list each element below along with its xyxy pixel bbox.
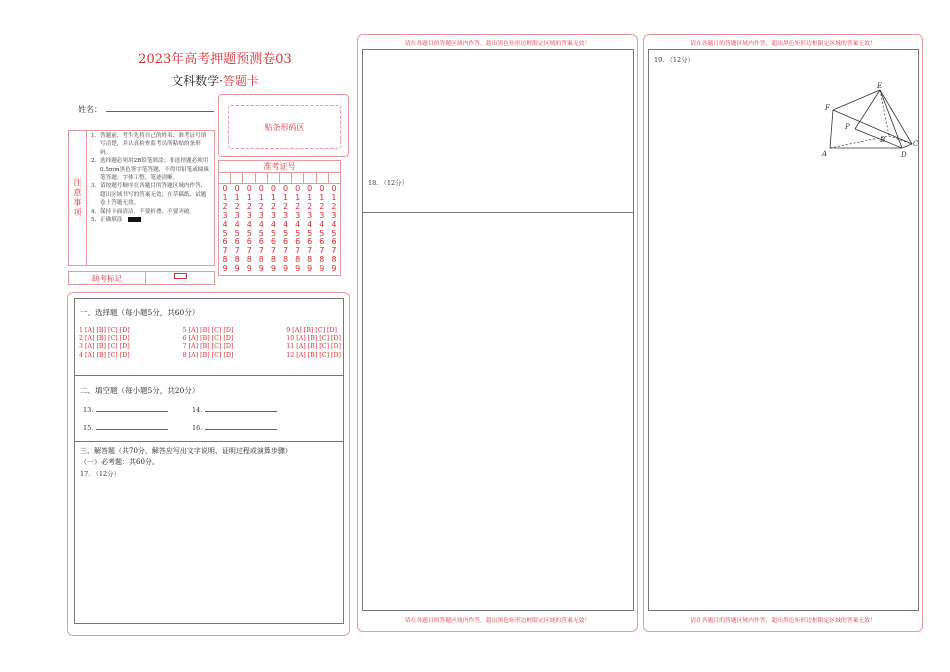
notice-num: 2. bbox=[91, 158, 97, 165]
label-E: E bbox=[877, 82, 883, 90]
ticket-digit-column bbox=[267, 185, 279, 274]
notice-box bbox=[68, 130, 215, 266]
ticket-digit-bubble[interactable]: 3 bbox=[307, 210, 313, 220]
notice-item bbox=[91, 157, 211, 182]
ticket-digit-bubble[interactable]: 1 bbox=[246, 192, 252, 202]
label-C: C bbox=[913, 140, 919, 148]
section2-heading: 二、填空题（每小题5分，共20分） bbox=[80, 386, 200, 395]
ticket-digit-bubble[interactable]: 5 bbox=[295, 228, 301, 238]
label-F: F bbox=[825, 104, 830, 112]
ticket-digit-bubble[interactable]: 2 bbox=[331, 201, 337, 211]
ticket-digit-bubble[interactable]: 3 bbox=[319, 210, 325, 220]
ticket-write-cell[interactable] bbox=[219, 173, 231, 183]
q13-label: 13. bbox=[83, 406, 94, 414]
label-A: A bbox=[822, 150, 828, 158]
ticket-digit-bubble[interactable]: 0 bbox=[258, 184, 264, 193]
ticket-digit-bubble[interactable]: 2 bbox=[295, 201, 301, 211]
fill-q16 bbox=[192, 424, 277, 432]
ticket-digit-bubble[interactable]: 4 bbox=[331, 219, 337, 229]
choice-row[interactable]: 9 [A] [B] [C] [D] bbox=[286, 327, 337, 334]
ticket-digit-bubble[interactable]: 2 bbox=[258, 201, 264, 211]
ticket-write-cell[interactable] bbox=[231, 173, 243, 183]
answer-area-middle[interactable] bbox=[362, 49, 634, 611]
q14-answer-line[interactable] bbox=[205, 406, 277, 412]
ticket-digit-bubble[interactable]: 2 bbox=[307, 201, 313, 211]
ticket-digit-bubble[interactable]: 9 bbox=[270, 264, 276, 274]
q16-answer-line[interactable] bbox=[205, 424, 277, 430]
ticket-digit-column bbox=[243, 185, 255, 274]
choice-column bbox=[286, 327, 341, 360]
ticket-digit-bubble[interactable]: 8 bbox=[234, 255, 240, 265]
ticket-digit-column bbox=[304, 185, 316, 274]
label-P: P bbox=[845, 123, 850, 131]
notice-list bbox=[91, 132, 211, 224]
ticket-digit-bubble[interactable]: 6 bbox=[282, 237, 289, 247]
notice-item bbox=[91, 208, 211, 216]
ticket-write-cell[interactable] bbox=[280, 173, 292, 183]
q19-label: 19. （12分） bbox=[654, 56, 695, 64]
notice-num: 4. bbox=[91, 208, 97, 215]
q14-label: 14. bbox=[192, 406, 203, 414]
ticket-digit-column bbox=[279, 185, 291, 274]
ticket-digit-bubble[interactable]: 3 bbox=[222, 210, 228, 220]
subtitle-sub: 答题卡 bbox=[222, 74, 259, 88]
ticket-digit-bubble[interactable]: 5 bbox=[222, 228, 228, 238]
notice-text: 请按题号顺序在各题目的答题区域内作答，超出区域书写的答案无效；在草稿纸、试题卷上答题无效。 bbox=[100, 183, 207, 207]
filled-sample-mark bbox=[128, 217, 141, 222]
ticket-digit-bubble[interactable]: 2 bbox=[270, 201, 276, 211]
ticket-digit-bubble[interactable]: 5 bbox=[307, 228, 313, 238]
ticket-digit-bubble[interactable]: 7 bbox=[307, 246, 313, 256]
ticket-digit-bubble[interactable]: 8 bbox=[307, 255, 313, 265]
hidden-edge-BC bbox=[889, 136, 912, 144]
notice-text: 正确填涂 bbox=[100, 217, 123, 224]
ticket-digit-bubble[interactable]: 2 bbox=[222, 201, 228, 211]
ticket-digit-bubble[interactable]: 7 bbox=[282, 246, 289, 256]
ticket-digit-bubble[interactable]: 4 bbox=[282, 219, 289, 229]
ticket-digit-bubble[interactable]: 4 bbox=[258, 219, 264, 229]
ticket-digit-bubble[interactable]: 3 bbox=[234, 210, 240, 220]
ticket-digit-bubble[interactable]: 6 bbox=[295, 237, 301, 247]
choice-row[interactable]: 10 [A] [B] [C] [D] bbox=[286, 335, 341, 343]
ticket-digit-column bbox=[231, 185, 243, 274]
ticket-digit-bubble[interactable]: 8 bbox=[295, 255, 301, 265]
notice-num: 3. bbox=[91, 183, 97, 190]
ticket-digit-bubble[interactable]: 5 bbox=[319, 228, 325, 238]
q17-label: 17. （12分） bbox=[80, 470, 121, 478]
notice-num: 5. bbox=[91, 217, 97, 224]
warning-top: 请在各题目的答题区域内作答，超出黑色矩形边框限定区域的答案无效！ bbox=[690, 41, 876, 47]
ticket-digit-bubble[interactable]: 3 bbox=[282, 210, 289, 220]
ticket-write-cell[interactable] bbox=[329, 173, 340, 183]
edge-PE bbox=[855, 90, 880, 129]
ticket-write-cell[interactable] bbox=[292, 173, 304, 183]
ticket-digit-bubble[interactable]: 5 bbox=[270, 228, 276, 238]
ticket-digit-bubble[interactable]: 9 bbox=[319, 264, 325, 274]
barcode-label: 贴条形码区 bbox=[228, 105, 341, 149]
ticket-digit-bubble[interactable]: 7 bbox=[258, 246, 264, 256]
ticket-digit-bubble[interactable]: 1 bbox=[258, 192, 264, 202]
answer-area-left bbox=[74, 298, 344, 624]
ticket-digit-bubble[interactable]: 9 bbox=[246, 264, 252, 274]
section1-heading: 一、选择题（每小题5分，共60分） bbox=[80, 308, 200, 317]
ticket-digit-column bbox=[328, 185, 340, 274]
ticket-digit-bubble[interactable]: 6 bbox=[258, 237, 264, 247]
ticket-digit-bubble[interactable]: 1 bbox=[222, 192, 228, 202]
choice-row[interactable]: 6 [A] [B] [C] [D] bbox=[182, 335, 234, 343]
ticket-number-box bbox=[218, 160, 341, 276]
choice-row[interactable]: 3 [A] [B] [C] [D] bbox=[79, 343, 130, 351]
absent-label: 缺考标记 bbox=[69, 272, 146, 284]
notice-text: 保持卡面清洁，不要折叠、不要弄破。 bbox=[100, 208, 196, 215]
ticket-digit-grid bbox=[219, 185, 340, 274]
ticket-digit-bubble[interactable]: 0 bbox=[307, 184, 313, 193]
ticket-digit-bubble[interactable]: 9 bbox=[282, 264, 289, 274]
ticket-digit-bubble[interactable]: 8 bbox=[282, 255, 289, 265]
ticket-digit-bubble[interactable]: 0 bbox=[331, 184, 337, 193]
q16-label: 16. bbox=[192, 424, 203, 432]
ticket-digit-bubble[interactable]: 0 bbox=[234, 184, 240, 193]
ticket-digit-bubble[interactable]: 1 bbox=[295, 192, 301, 202]
ticket-digit-column bbox=[219, 185, 231, 274]
choice-row[interactable]: 1 [A] [B] [C] [D] bbox=[79, 327, 130, 334]
page-title: 2023年高考押题预测卷03 bbox=[138, 52, 292, 67]
ticket-digit-bubble[interactable]: 6 bbox=[307, 237, 313, 247]
ticket-digit-bubble[interactable]: 3 bbox=[295, 210, 301, 220]
section3-subheading: （一）必考题：共60分。 bbox=[80, 458, 159, 466]
choice-row[interactable]: 4 [A] [B] [C] [D] bbox=[79, 351, 130, 359]
answer-frame-left bbox=[67, 292, 350, 636]
fill-q15 bbox=[83, 424, 168, 432]
ticket-digit-bubble[interactable]: 8 bbox=[222, 255, 228, 265]
notice-item bbox=[91, 216, 211, 224]
ticket-digit-bubble[interactable]: 7 bbox=[295, 246, 301, 256]
ticket-digit-bubble[interactable]: 7 bbox=[234, 246, 240, 256]
notice-item bbox=[91, 182, 211, 207]
notice-num: 1. bbox=[91, 133, 97, 139]
ticket-digit-bubble[interactable]: 8 bbox=[258, 255, 264, 265]
notice-text: 答题前，考生先将自己的姓名、准考证号填写清楚，并认真检查监考员所粘贴的条形码。 bbox=[100, 133, 207, 156]
ticket-digit-bubble[interactable]: 7 bbox=[246, 246, 252, 256]
ticket-write-cell[interactable] bbox=[256, 173, 268, 183]
absent-checkbox[interactable] bbox=[174, 273, 187, 279]
page-subtitle bbox=[70, 72, 360, 89]
ticket-digit-bubble[interactable]: 6 bbox=[331, 237, 337, 247]
ticket-digit-bubble[interactable]: 1 bbox=[270, 192, 276, 202]
choice-row[interactable]: 8 [A] [B] [C] [D] bbox=[182, 351, 234, 359]
ticket-title: 准考证号 bbox=[219, 161, 340, 173]
choice-row[interactable]: 12 [A] [B] [C] [D] bbox=[286, 351, 341, 359]
ticket-write-cell[interactable] bbox=[304, 173, 316, 183]
ticket-digit-bubble[interactable]: 9 bbox=[307, 264, 313, 274]
ticket-digit-bubble[interactable]: 5 bbox=[234, 228, 240, 238]
ticket-digit-bubble[interactable]: 5 bbox=[246, 228, 252, 238]
ticket-digit-bubble[interactable]: 1 bbox=[234, 192, 240, 202]
ticket-digit-bubble[interactable]: 8 bbox=[331, 255, 337, 265]
ticket-digit-bubble[interactable]: 1 bbox=[319, 192, 325, 202]
name-input-line[interactable] bbox=[106, 104, 214, 112]
ticket-digit-bubble[interactable]: 7 bbox=[331, 246, 337, 256]
ticket-digit-bubble[interactable]: 8 bbox=[270, 255, 276, 265]
ticket-digit-bubble[interactable]: 8 bbox=[319, 255, 325, 265]
warning-bottom: 请在各题目的答题区域内作答，超出黑色矩形边框限定区域的答案无效！ bbox=[690, 618, 876, 624]
edge-DC bbox=[902, 144, 912, 148]
ticket-digit-bubble[interactable]: 2 bbox=[234, 201, 240, 211]
ticket-digit-bubble[interactable]: 6 bbox=[246, 237, 252, 247]
choice-row[interactable]: 7 [A] [B] [C] [D] bbox=[182, 343, 234, 351]
ticket-digit-bubble[interactable]: 0 bbox=[282, 184, 289, 193]
question-divider bbox=[363, 212, 633, 213]
ticket-digit-bubble[interactable]: 1 bbox=[282, 192, 289, 202]
ticket-digit-bubble[interactable]: 0 bbox=[295, 184, 301, 193]
subtitle-main: 文科数学· bbox=[171, 74, 223, 88]
ticket-digit-bubble[interactable]: 0 bbox=[319, 184, 325, 193]
label-D: D bbox=[901, 151, 907, 159]
ticket-digit-bubble[interactable]: 4 bbox=[222, 219, 228, 229]
ticket-digit-bubble[interactable]: 5 bbox=[282, 228, 289, 238]
barcode-area bbox=[218, 94, 349, 157]
q15-answer-line[interactable] bbox=[96, 424, 168, 430]
ticket-digit-bubble[interactable]: 6 bbox=[270, 237, 276, 247]
ticket-digit-bubble[interactable]: 6 bbox=[319, 237, 325, 247]
choice-row[interactable]: 11 [A] [B] [C] [D] bbox=[286, 343, 341, 351]
ticket-digit-bubble[interactable]: 0 bbox=[270, 184, 276, 193]
ticket-digit-bubble[interactable]: 4 bbox=[319, 219, 325, 229]
section-divider bbox=[75, 441, 343, 442]
ticket-digit-bubble[interactable]: 2 bbox=[319, 201, 325, 211]
choice-row[interactable]: 2 [A] [B] [C] [D] bbox=[79, 335, 130, 343]
ticket-digit-bubble[interactable]: 3 bbox=[270, 210, 276, 220]
name-field-row bbox=[78, 104, 214, 115]
ticket-digit-bubble[interactable]: 7 bbox=[270, 246, 276, 256]
ticket-digit-bubble[interactable]: 4 bbox=[295, 219, 301, 229]
ticket-digit-bubble[interactable]: 1 bbox=[307, 192, 313, 202]
notice-text: 选择题必须用2B铅笔填涂；非选择题必须用0.5mm黑色签字笔答题，不得用铅笔或圆珠笔答题；字体工整、笔迹清晰。 bbox=[100, 158, 210, 182]
answer-frame-right bbox=[643, 34, 923, 632]
ticket-digit-bubble[interactable]: 4 bbox=[270, 219, 276, 229]
choice-grid bbox=[79, 327, 341, 360]
ticket-digit-bubble[interactable]: 4 bbox=[234, 219, 240, 229]
ticket-write-cell[interactable] bbox=[268, 173, 280, 183]
fill-q13 bbox=[83, 406, 168, 414]
ticket-digit-bubble[interactable]: 3 bbox=[331, 210, 337, 220]
ticket-digit-bubble[interactable]: 9 bbox=[331, 264, 337, 274]
section-divider bbox=[75, 375, 343, 376]
ticket-digit-bubble[interactable]: 5 bbox=[258, 228, 264, 238]
geometry-figure bbox=[817, 68, 917, 158]
ticket-digit-bubble[interactable]: 7 bbox=[222, 246, 228, 256]
edge-FA bbox=[830, 110, 833, 148]
edge-PD bbox=[855, 129, 902, 148]
ticket-digit-bubble[interactable]: 9 bbox=[295, 264, 301, 274]
ticket-digit-bubble[interactable]: 2 bbox=[246, 201, 252, 211]
ticket-digit-column bbox=[316, 185, 328, 274]
section3-heading: 三、解答题（共70分，解答应写出文字说明、证明过程或演算步骤） bbox=[80, 447, 292, 455]
notice-label: 注意事项 bbox=[69, 131, 87, 265]
ticket-write-cell[interactable] bbox=[243, 173, 255, 183]
choice-column bbox=[79, 327, 130, 360]
ticket-digit-bubble[interactable]: 9 bbox=[234, 264, 240, 274]
ticket-digit-bubble[interactable]: 2 bbox=[282, 201, 289, 211]
edge-FE bbox=[833, 90, 880, 110]
ticket-digit-bubble[interactable]: 6 bbox=[234, 237, 240, 247]
ticket-digit-bubble[interactable]: 9 bbox=[222, 264, 228, 274]
ticket-digit-column bbox=[255, 185, 267, 274]
ticket-digit-bubble[interactable]: 1 bbox=[331, 192, 337, 202]
ticket-digit-bubble[interactable]: 4 bbox=[246, 219, 252, 229]
name-label: 姓名： bbox=[78, 105, 102, 114]
ticket-write-cells bbox=[219, 173, 340, 184]
ticket-digit-bubble[interactable]: 8 bbox=[246, 255, 252, 265]
choice-row[interactable]: 5 [A] [B] [C] [D] bbox=[182, 327, 234, 334]
q13-answer-line[interactable] bbox=[96, 406, 168, 412]
answer-area-right[interactable] bbox=[648, 49, 919, 611]
warning-bottom: 请在各题目的答题区域内作答，超出黑色矩形边框限定区域的答案无效！ bbox=[404, 618, 591, 624]
q18-label: 18. （12分） bbox=[368, 179, 409, 187]
ticket-digit-column bbox=[292, 185, 304, 274]
label-B: B bbox=[880, 136, 886, 144]
ticket-digit-bubble[interactable]: 3 bbox=[258, 210, 264, 220]
ticket-digit-bubble[interactable]: 7 bbox=[319, 246, 325, 256]
ticket-digit-bubble[interactable]: 6 bbox=[222, 237, 228, 247]
ticket-digit-bubble[interactable]: 4 bbox=[307, 219, 313, 229]
ticket-digit-bubble[interactable]: 3 bbox=[246, 210, 252, 220]
fill-q14 bbox=[192, 406, 277, 414]
choice-column bbox=[183, 327, 234, 360]
absent-mark-box bbox=[68, 271, 215, 285]
ticket-digit-bubble[interactable]: 9 bbox=[258, 264, 264, 274]
notice-item bbox=[91, 132, 211, 157]
answer-frame-middle bbox=[357, 34, 638, 632]
ticket-digit-bubble[interactable]: 5 bbox=[331, 228, 337, 238]
ticket-digit-bubble[interactable]: 0 bbox=[222, 184, 228, 193]
q15-label: 15. bbox=[83, 424, 94, 432]
ticket-write-cell[interactable] bbox=[317, 173, 329, 183]
warning-top: 请在各题目的答题区域内作答，超出黑色矩形边框限定区域的答案无效！ bbox=[404, 41, 591, 47]
ticket-digit-bubble[interactable]: 0 bbox=[246, 184, 252, 193]
